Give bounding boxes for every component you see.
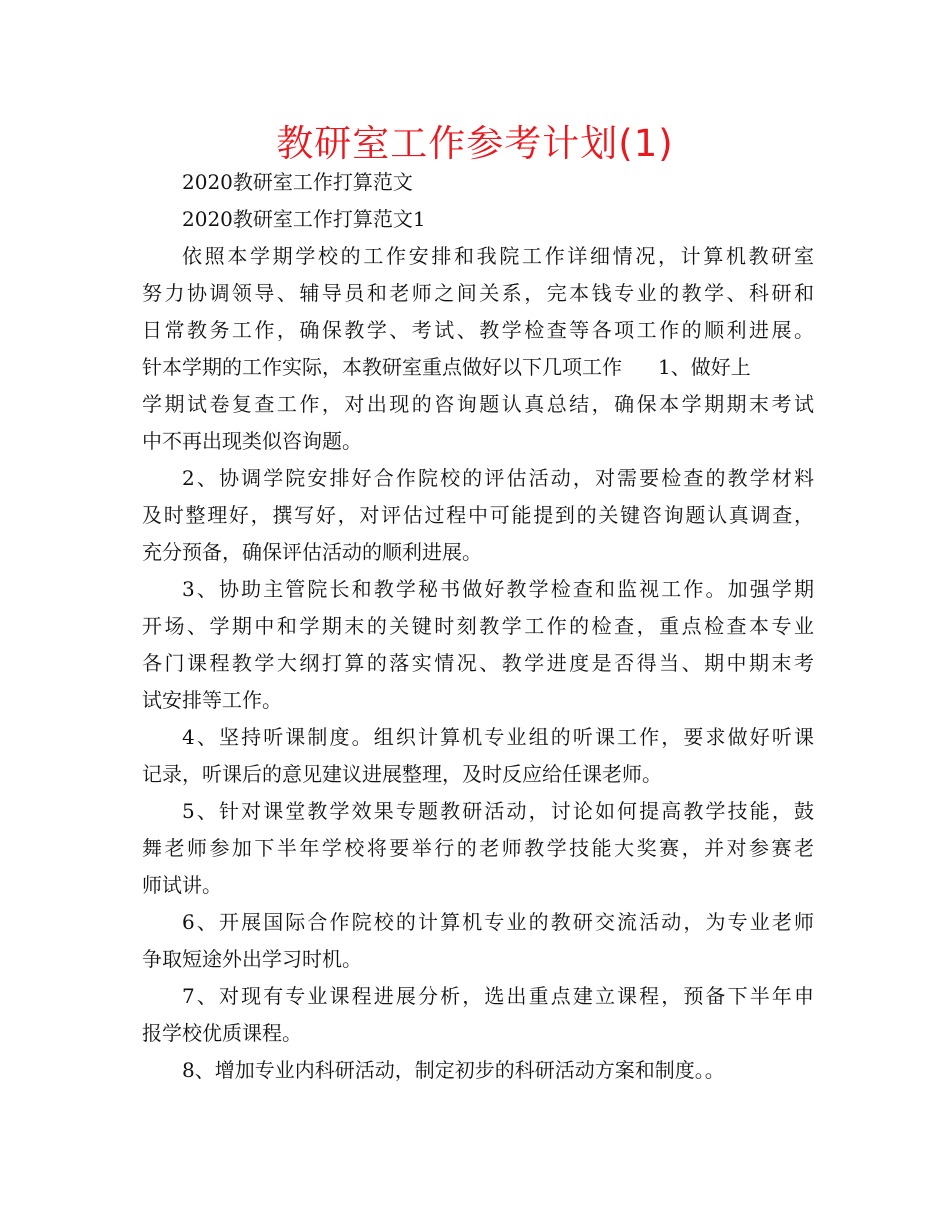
text-line-content: 学期试卷复查工作，对出现的咨询题认真总结，确保本学期期末考试 xyxy=(142,392,814,416)
text-line xyxy=(142,201,814,238)
text-line-content: 舞老师参加下半年学校将要举行的老师教学技能大奖赛，并对参赛老 xyxy=(142,836,814,860)
document-body xyxy=(142,164,814,1089)
text-line xyxy=(142,423,814,460)
text-line-content: 充分预备，确保评估活动的顺利进展。 xyxy=(142,540,482,564)
text-line-content: 师试讲。 xyxy=(142,873,222,897)
text-line xyxy=(142,238,814,275)
text-line-content: 8、增加专业内科研活动，制定初步的科研活动方案和制度。。 xyxy=(182,1058,725,1082)
text-line-tail: 1、做好上 xyxy=(658,355,751,379)
text-line xyxy=(142,978,814,1015)
text-line-content: 报学校优质课程。 xyxy=(142,1021,302,1045)
text-line xyxy=(142,460,814,497)
text-line-content: 记录，听课后的意见建议进展整理，及时反应给任课老师。 xyxy=(142,762,662,786)
text-line-content: 努力协调领导、辅导员和老师之间关系，完本钱专业的教学、科研和 xyxy=(142,281,814,305)
text-line-content: 及时整理好，撰写好，对评估过程中可能提到的关键咨询题认真调查， xyxy=(142,503,814,527)
text-line xyxy=(142,719,814,756)
text-line-content: 7、对现有专业课程进展分析，选出重点建立课程，预备下半年申 xyxy=(182,984,814,1008)
document-title: 教研室工作参考计划(1) xyxy=(276,122,674,165)
text-line-content: 各门课程教学大纲打算的落实情况、教学进度是否得当、期中期末考 xyxy=(142,651,814,675)
text-line xyxy=(142,386,814,423)
text-line-content: 中不再出现类似咨询题。 xyxy=(142,429,362,453)
text-line xyxy=(142,682,814,719)
text-line-content: 试安排等工作。 xyxy=(142,688,282,712)
text-line xyxy=(142,941,814,978)
text-line-content: 5、针对课堂教学效果专题教研活动，讨论如何提高教学技能，鼓 xyxy=(182,799,814,823)
text-line xyxy=(142,867,814,904)
text-line xyxy=(142,1015,814,1052)
text-line xyxy=(142,608,814,645)
text-line xyxy=(142,830,814,867)
text-line-content: 争取短途外出学习时机。 xyxy=(142,947,362,971)
text-line-content: 3、协助主管院长和教学秘书做好教学检查和监视工作。加强学期 xyxy=(182,577,814,601)
text-line-content: 6、开展国际合作院校的计算机专业的教研交流活动，为专业老师 xyxy=(182,910,814,934)
text-line xyxy=(142,793,814,830)
text-line xyxy=(142,312,814,349)
text-line-content: 针本学期的工作实际，本教研室重点做好以下几项工作 xyxy=(142,355,622,379)
text-line xyxy=(142,275,814,312)
text-line-content: 日常教务工作，确保教学、考试、教学检查等各项工作的顺利进展。 xyxy=(142,318,814,342)
text-line xyxy=(142,534,814,571)
text-line xyxy=(142,904,814,941)
text-line xyxy=(142,1052,814,1089)
text-line-content: 2、协调学院安排好合作院校的评估活动，对需要检查的教学材料 xyxy=(182,466,814,490)
text-line xyxy=(142,645,814,682)
text-line xyxy=(142,571,814,608)
text-line xyxy=(142,497,814,534)
text-line-content: 2020教研室工作打算范文 xyxy=(182,170,413,194)
text-line-content: 开场、学期中和学期末的关键时刻教学工作的检查，重点检查本专业 xyxy=(142,614,814,638)
text-line-content: 2020教研室工作打算范文1 xyxy=(182,207,426,231)
text-line-content: 依照本学期学校的工作安排和我院工作详细情况，计算机教研室 xyxy=(182,244,814,268)
text-line xyxy=(142,756,814,793)
text-line-content: 4、坚持听课制度。组织计算机专业组的听课工作，要求做好听课 xyxy=(182,725,814,749)
text-line xyxy=(142,164,814,201)
text-line xyxy=(142,349,814,386)
